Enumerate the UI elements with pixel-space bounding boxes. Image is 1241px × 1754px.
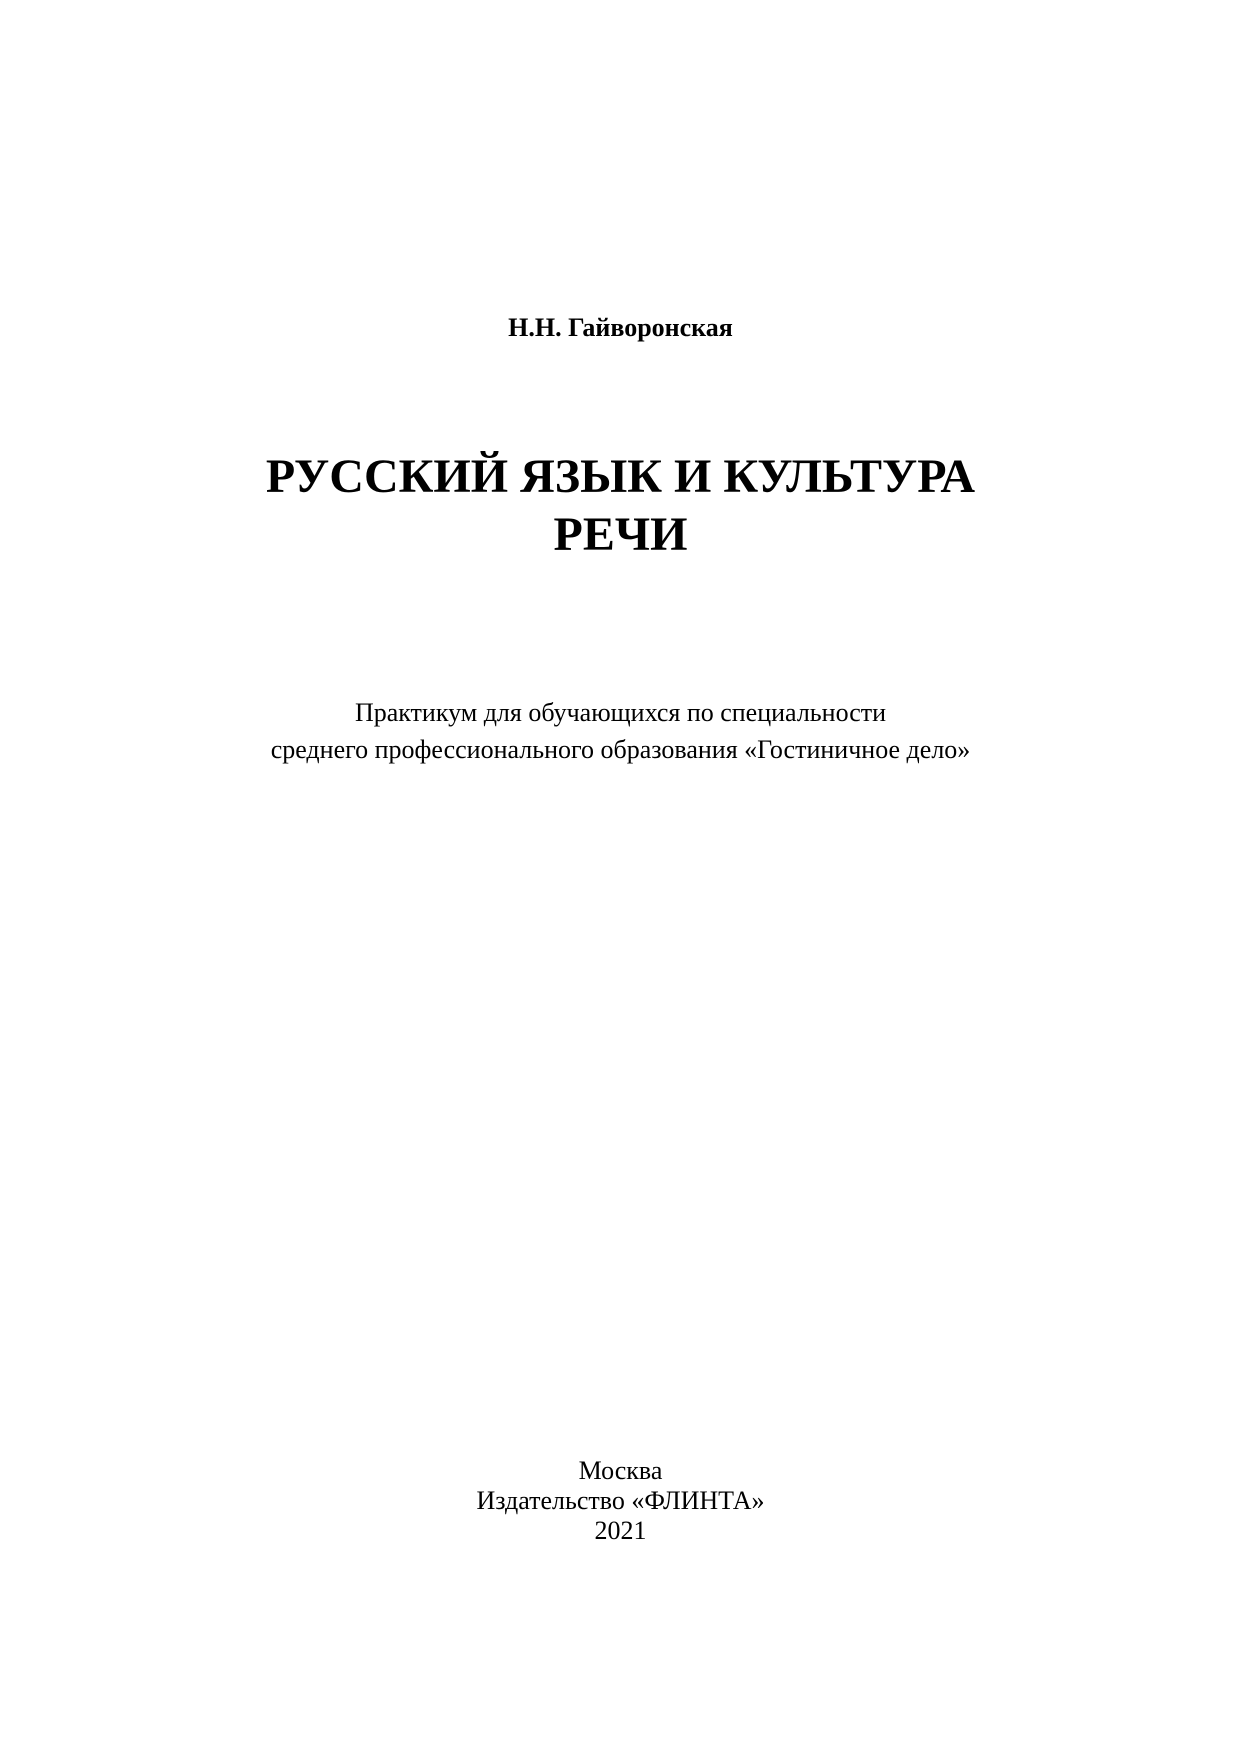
book-title-line-2: РЕЧИ [553,508,688,561]
book-subtitle-line-1: Практикум для обучающихся по специальности [354,698,887,727]
imprint-year: 2021 [594,1516,647,1545]
book-title-line-1: РУССКИЙ ЯЗЫК И КУЛЬТУРА [265,450,976,503]
imprint-city: Москва [578,1456,663,1485]
book-subtitle [0,694,1241,768]
publication-imprint [0,1456,1241,1546]
author-name: Н.Н. Гайворонская [508,313,733,342]
book-title [0,448,1241,564]
imprint-publisher: Издательство «ФЛИНТА» [476,1486,765,1515]
book-subtitle-line-2: среднего профессионального образования «Гостиничное дело» [270,735,971,764]
